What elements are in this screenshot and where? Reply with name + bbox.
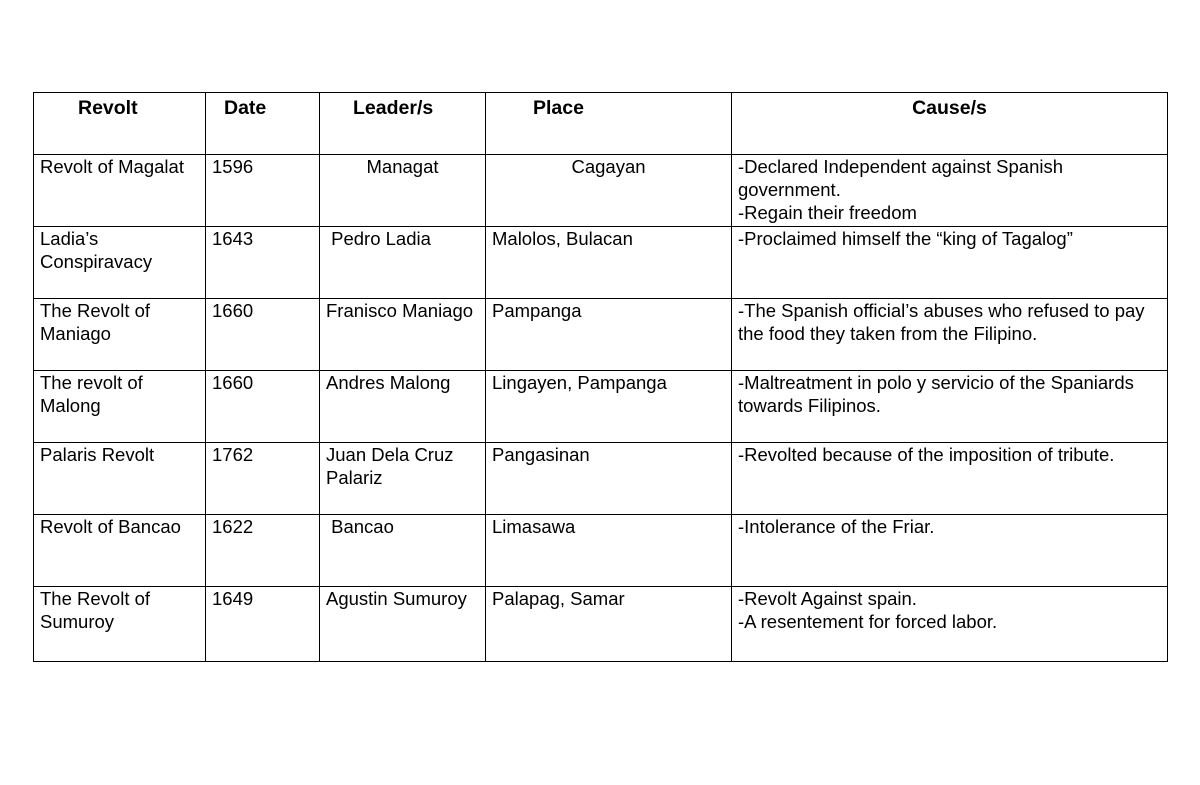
cell-causes bbox=[732, 587, 1168, 662]
cell-leaders: Franisco Maniago bbox=[320, 299, 486, 371]
table-header-row bbox=[34, 93, 1168, 155]
cell-leaders bbox=[320, 515, 486, 587]
cell-date: 1622 bbox=[206, 515, 320, 587]
table-row bbox=[34, 155, 1168, 227]
cell-revolt: The Revolt of Maniago bbox=[34, 299, 206, 371]
cell-leaders-text: Pedro Ladia bbox=[331, 228, 431, 249]
revolts-table bbox=[33, 92, 1168, 662]
cell-place: Pangasinan bbox=[486, 443, 732, 515]
cell-causes bbox=[732, 515, 1168, 587]
table-row bbox=[34, 371, 1168, 443]
header-revolt: Revolt bbox=[34, 93, 206, 155]
table-row bbox=[34, 227, 1168, 299]
cell-leaders: Agustin Sumuroy bbox=[320, 587, 486, 662]
cell-leaders-text: Bancao bbox=[331, 516, 394, 537]
cause-line: -The Spanish official’s abuses who refused to pay the food they taken from the Filipino. bbox=[738, 300, 1145, 344]
cause-line: -Revolt Against spain. bbox=[738, 588, 917, 609]
cause-line: -A resentement for forced labor. bbox=[738, 611, 998, 632]
cell-revolt: Revolt of Bancao bbox=[34, 515, 206, 587]
cell-date: 1643 bbox=[206, 227, 320, 299]
table-row bbox=[34, 299, 1168, 371]
header-date: Date bbox=[206, 93, 320, 155]
cell-leaders: Andres Malong bbox=[320, 371, 486, 443]
table-row bbox=[34, 587, 1168, 662]
cell-date: 1762 bbox=[206, 443, 320, 515]
cell-date: 1660 bbox=[206, 371, 320, 443]
cell-revolt: Revolt of Magalat bbox=[34, 155, 206, 227]
cause-line: -Intolerance of the Friar. bbox=[738, 516, 935, 537]
cell-causes bbox=[732, 299, 1168, 371]
cell-causes bbox=[732, 443, 1168, 515]
cell-leaders: Juan Dela Cruz Palariz bbox=[320, 443, 486, 515]
cell-date: 1660 bbox=[206, 299, 320, 371]
cell-revolt: The Revolt of Sumuroy bbox=[34, 587, 206, 662]
table-row bbox=[34, 443, 1168, 515]
cell-place: Limasawa bbox=[486, 515, 732, 587]
cause-line: -Maltreatment in polo y servicio of the Spaniards towards Filipinos. bbox=[738, 372, 1134, 416]
cell-revolt: Ladia’s Conspiravacy bbox=[34, 227, 206, 299]
table-row bbox=[34, 515, 1168, 587]
cell-place: Palapag, Samar bbox=[486, 587, 732, 662]
cell-causes bbox=[732, 227, 1168, 299]
cell-causes bbox=[732, 155, 1168, 227]
cause-line: -Declared Independent against Spanish government. bbox=[738, 156, 1064, 200]
cell-leaders bbox=[320, 227, 486, 299]
cell-leaders: Managat bbox=[320, 155, 486, 227]
header-place: Place bbox=[486, 93, 732, 155]
cell-revolt: The revolt of Malong bbox=[34, 371, 206, 443]
cell-place: Cagayan bbox=[486, 155, 732, 227]
cell-place: Pampanga bbox=[486, 299, 732, 371]
cause-line: -Revolted because of the imposition of tribute. bbox=[738, 444, 1115, 465]
header-leaders: Leader/s bbox=[320, 93, 486, 155]
cell-date: 1649 bbox=[206, 587, 320, 662]
cause-line: -Regain their freedom bbox=[738, 202, 917, 223]
cell-causes bbox=[732, 371, 1168, 443]
cause-line: -Proclaimed himself the “king of Tagalog” bbox=[738, 228, 1073, 249]
cell-date: 1596 bbox=[206, 155, 320, 227]
cell-place: Malolos, Bulacan bbox=[486, 227, 732, 299]
cell-place: Lingayen, Pampanga bbox=[486, 371, 732, 443]
header-causes: Cause/s bbox=[732, 93, 1168, 155]
cell-revolt: Palaris Revolt bbox=[34, 443, 206, 515]
